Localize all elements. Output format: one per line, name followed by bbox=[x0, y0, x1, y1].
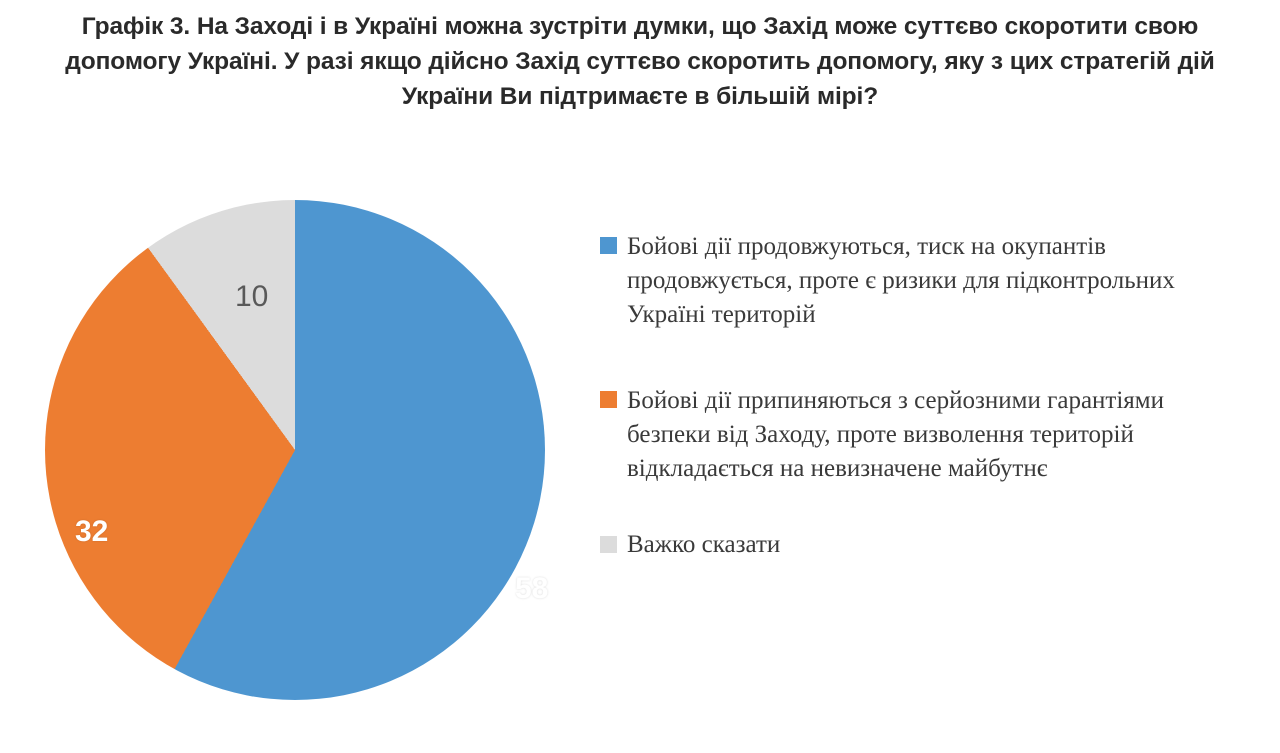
pie-slice-value-1: 58 bbox=[515, 572, 549, 605]
legend-item-2[interactable] bbox=[600, 384, 1240, 486]
legend-swatch-icon-2 bbox=[600, 391, 617, 408]
pie-chart bbox=[45, 200, 585, 700]
chart-legend bbox=[600, 230, 1240, 600]
legend-label-3: Важко сказати bbox=[627, 531, 781, 558]
legend-label-1: Бойові дії продовжуються, тиск на окупантів продовжується, проте є ризики для підконтрольних Україні територій bbox=[627, 233, 1175, 328]
pie-slice-value-3: 10 bbox=[235, 280, 269, 313]
pie-slice-value-2: 32 bbox=[75, 515, 109, 548]
legend-swatch-icon-1 bbox=[600, 237, 617, 254]
chart-plot-area bbox=[0, 150, 1280, 750]
legend-item-3[interactable] bbox=[600, 528, 1240, 562]
pie-graphic bbox=[45, 200, 545, 700]
legend-label-2: Бойові дії припиняються з серйозними гарантіями безпеки від Заходу, проте визволення територій відкладається на невизначене майбутнє bbox=[627, 387, 1164, 482]
legend-swatch-icon-3 bbox=[600, 536, 617, 553]
legend-item-1[interactable] bbox=[600, 230, 1240, 332]
chart-title: Графік 3. На Заході і в Україні можна зустріти думки, що Захід може суттєво скоротити свою допомогу Україні. У разі якщо дійсно Захід суттєво скоротить допомогу, яку з цих стратегій дій України Ви підтримаєте в більшій мірі? bbox=[65, 13, 1215, 110]
